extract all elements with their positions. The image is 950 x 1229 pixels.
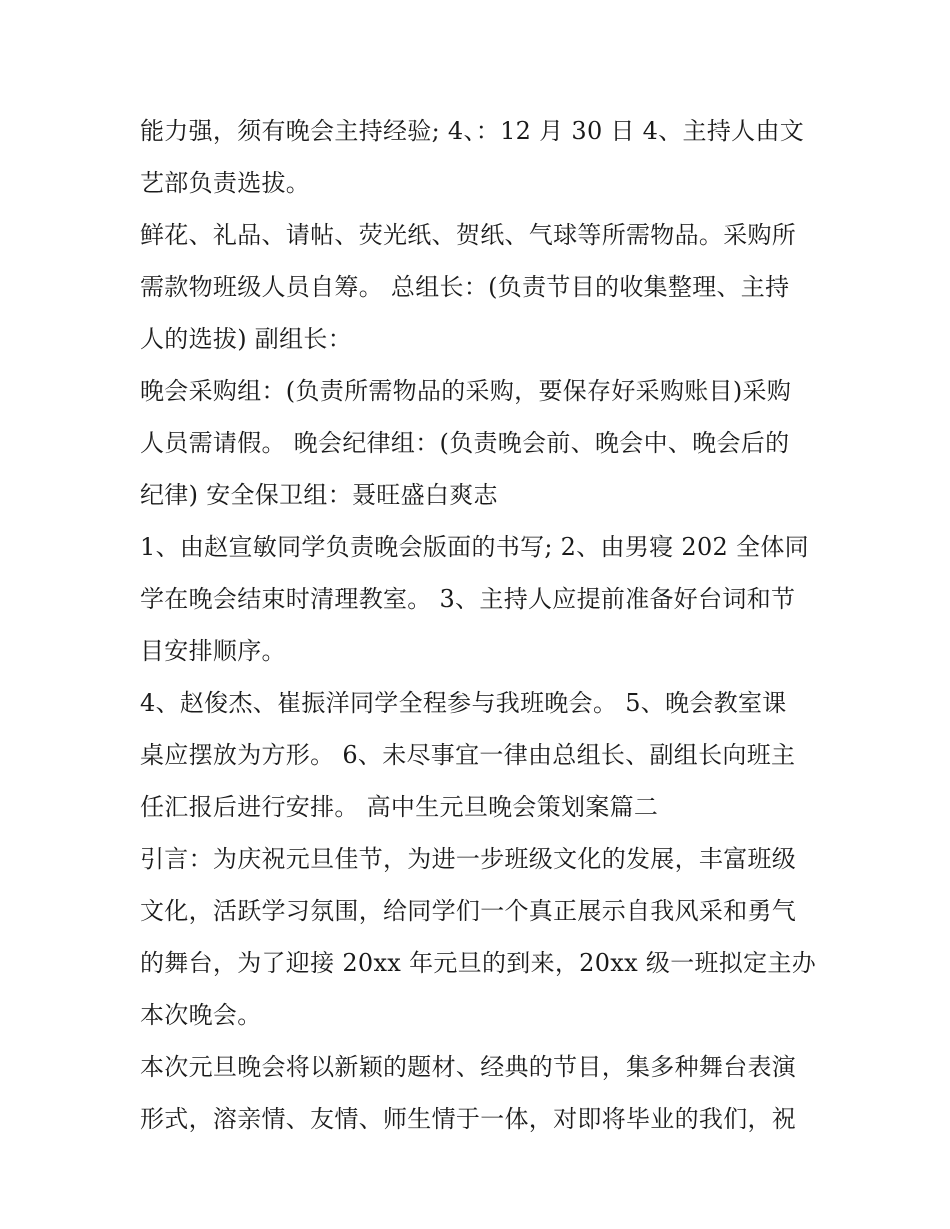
text-line: 鲜花、礼品、请帖、荧光纸、贺纸、气球等所需物品。采购所 <box>140 221 797 249</box>
document-body <box>140 105 820 1145</box>
text-line: 引言：为庆祝元旦佳节，为进一步班级文化的发展，丰富班级 <box>140 845 797 873</box>
text-line: 人员需请假。 晚会纪律组：(负责晚会前、晚会中、晚会后的 <box>140 429 790 457</box>
text-line: 艺部负责选拔。 <box>140 169 311 197</box>
text-line: 4、赵俊杰、崔振洋同学全程参与我班晚会。 5、晚会教室课 <box>140 689 787 717</box>
text-line: 纪律) 安全保卫组：聂旺盛白爽志 <box>140 481 498 509</box>
text-line: 1、由赵宣敏同学负责晚会版面的书写; 2、由男寝 202 全体同 <box>140 533 809 561</box>
text-line: 学在晚会结束时清理教室。 3、主持人应提前准备好台词和节 <box>140 585 796 613</box>
text-line: 任汇报后进行安排。 高中生元旦晚会策划案篇二 <box>140 793 659 821</box>
text-line: 本次元旦晚会将以新颖的题材、经典的节目，集多种舞台表演 <box>140 1053 797 1081</box>
text-line: 文化，活跃学习氛围，给同学们一个真正展示自我风采和勇气 <box>140 897 797 925</box>
text-line: 本次晚会。 <box>140 1001 262 1029</box>
text-line: 目安排顺序。 <box>140 637 286 665</box>
text-line: 晚会采购组：(负责所需物品的采购，要保存好采购账目)采购 <box>140 377 792 405</box>
text-line: 人的选拔) 副组长： <box>140 325 352 353</box>
text-line: 的舞台，为了迎接 20xx 年元旦的到来，20xx 级一班拟定主办 <box>140 949 817 977</box>
text-line: 需款物班级人员自筹。 总组长：(负责节目的收集整理、主持 <box>140 273 790 301</box>
text-line: 能力强，须有晚会主持经验; 4、：12 月 30 日 4、主持人由文 <box>140 117 805 145</box>
text-line: 形式，溶亲情、友情、师生情于一体，对即将毕业的我们，祝 <box>140 1105 797 1133</box>
text-line: 桌应摆放为方形。 6、未尽事宜一律由总组长、副组长向班主 <box>140 741 796 769</box>
